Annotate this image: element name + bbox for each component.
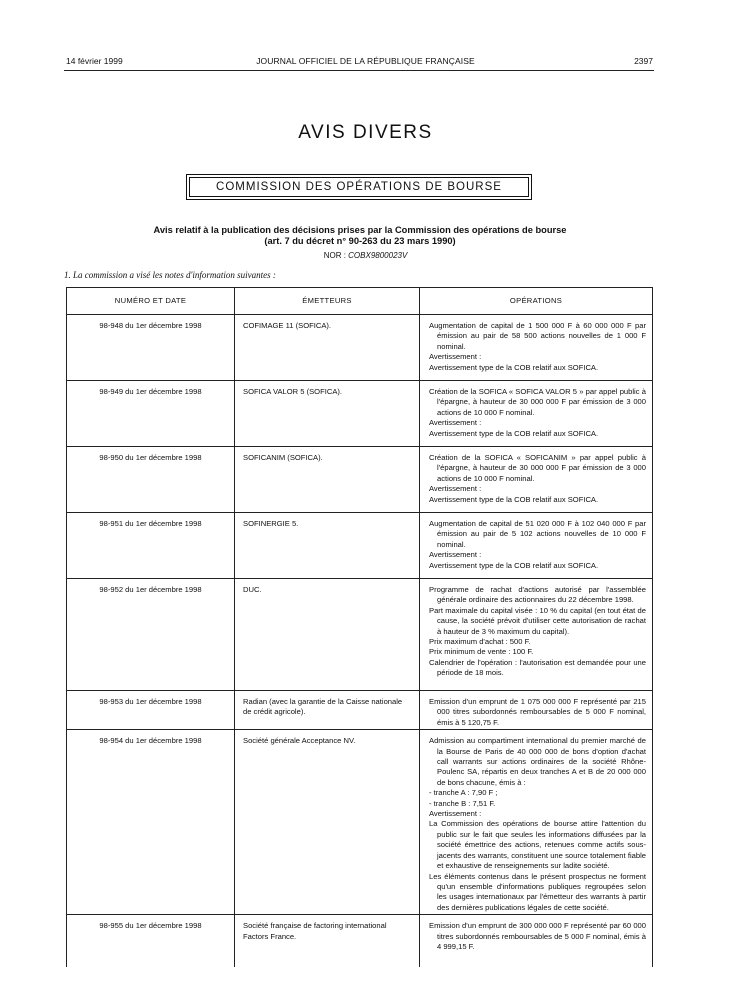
cell-issuer: Radian (avec la garantie de la Caisse nationale de crédit agricole). xyxy=(235,691,420,730)
header-journal-title: JOURNAL OFFICIEL DE LA RÉPUBLIQUE FRANÇAISE xyxy=(256,56,475,66)
cell-issuer: SOFICA VALOR 5 (SOFICA). xyxy=(235,381,420,447)
cell-operations xyxy=(420,513,653,579)
commission-title: COMMISSION DES OPÉRATIONS DE BOURSE xyxy=(216,181,502,193)
operation-line: Création de la SOFICA « SOFICANIM » par appel public à l'épargne, à hauteur de 30 000 000 F par émission de 3 000 actions de 10 000 F nominal. xyxy=(429,453,646,483)
cell-operations xyxy=(420,730,653,915)
cell-operations xyxy=(420,915,653,967)
operation-line: Calendrier de l'opération : l'autorisation est demandée pour une période de 18 mois. xyxy=(429,657,646,678)
header-rule xyxy=(64,70,654,71)
cell-operations xyxy=(420,447,653,513)
operation-line: Augmentation de capital de 51 020 000 F à 102 040 000 F par émission au pair de 5 102 actions nouvelles de 10 000 F nominal. xyxy=(429,519,646,549)
nor-code: COBX9800023V xyxy=(348,251,408,260)
table-body xyxy=(67,315,653,967)
cell-number-date: 98-948 du 1er décembre 1998 xyxy=(67,315,235,381)
nor-label: NOR : xyxy=(323,251,346,260)
table-header-row xyxy=(67,288,653,315)
operation-line: Avertissement type de la COB relatif aux SOFICA. xyxy=(429,560,599,570)
table-row xyxy=(67,315,653,381)
cell-number-date: 98-949 du 1er décembre 1998 xyxy=(67,381,235,447)
operation-line: - tranche A : 7,90 F ; xyxy=(429,788,498,798)
cell-number-date: 98-955 du 1er décembre 1998 xyxy=(67,915,235,967)
operation-line: Part maximale du capital visée : 10 % du capital (en tout état de cause, la société prévoit d'utiliser cette autorisation de rachat à hauteur de 3 % maximum du capital). xyxy=(429,605,646,636)
operation-line: Avertissement type de la COB relatif aux SOFICA. xyxy=(429,362,599,372)
operation-line: Augmentation de capital de 1 500 000 F à 60 000 000 F par émission au pair de 58 500 actions nouvelles de 1 000 F nominal. xyxy=(429,321,646,351)
cell-issuer: COFIMAGE 11 (SOFICA). xyxy=(235,315,420,381)
operation-line: - tranche B : 7,51 F. xyxy=(429,798,496,808)
operation-line: Prix maximum d'achat : 500 F. xyxy=(429,637,531,647)
operation-line: Avertissement type de la COB relatif aux SOFICA. xyxy=(429,494,599,504)
intro-text: 1. La commission a visé les notes d'information suivantes : xyxy=(64,270,276,280)
operation-line: Avertissement : xyxy=(429,484,482,494)
operation-line: Avertissement : xyxy=(429,809,482,819)
column-header-issuer: ÉMETTEURS xyxy=(235,288,420,315)
table-row xyxy=(67,447,653,513)
table-row xyxy=(67,381,653,447)
page-header xyxy=(0,56,731,70)
cell-number-date: 98-951 du 1er décembre 1998 xyxy=(67,513,235,579)
cell-number-date: 98-953 du 1er décembre 1998 xyxy=(67,691,235,730)
operation-line: Avertissement : xyxy=(429,352,482,362)
section-title: AVIS DIVERS xyxy=(298,122,433,143)
operation-line: Les éléments contenus dans le présent prospectus ne forment qu'un ensemble d'informations publiques regroupées selon les usages internationaux par l'émetteur des warrants à partir des dernières publications légales de cette société. xyxy=(429,871,646,912)
operations-table xyxy=(66,287,653,967)
operation-line: Admission au compartiment international du premier marché de la Bourse de Paris de 40 000 000 de bons d'option d'achat call warrants sur actions ordinaires de la société Rhône-Poulenc SA, répartis en deux tranches A et B de 20 000 000 de bons chacune, émis à : xyxy=(429,736,646,787)
cell-number-date: 98-954 du 1er décembre 1998 xyxy=(67,730,235,915)
column-header-operations: OPÉRATIONS xyxy=(420,288,653,315)
cell-issuer: Société générale Acceptance NV. xyxy=(235,730,420,915)
operation-line: Programme de rachat d'actions autorisé par l'assemblée générale ordinaire des actionnaires du 22 décembre 1998. xyxy=(429,585,646,605)
header-date: 14 février 1999 xyxy=(66,56,123,66)
nor-reference xyxy=(0,251,731,260)
cell-issuer: DUC. xyxy=(235,579,420,691)
table-row xyxy=(67,691,653,730)
cell-operations xyxy=(420,315,653,381)
table-row xyxy=(67,915,653,967)
column-header-number: NUMÉRO ET DATE xyxy=(67,288,235,315)
table-row xyxy=(67,579,653,691)
operation-line: Prix minimum de vente : 100 F. xyxy=(429,647,534,657)
notice-title-line2: (art. 7 du décret n° 90-263 du 23 mars 1990) xyxy=(264,236,456,246)
operation-line: La Commission des opérations de bourse attire l'attention du public sur le fait que seules les informations diffusées par la société émettrice des actions, retenues comme actifs sous-jacents des warrants, constituent une source totalement fiable et exhaustive de renseignements sur ladite société. xyxy=(429,819,646,871)
cell-operations xyxy=(420,579,653,691)
table-row xyxy=(67,730,653,915)
cell-number-date: 98-950 du 1er décembre 1998 xyxy=(67,447,235,513)
operation-line: Emission d'un emprunt de 300 000 000 F représenté par 60 000 titres subordonnés remboursables de 5 000 F nominal, émis à 4 999,15 F. xyxy=(429,921,646,951)
cell-operations xyxy=(420,381,653,447)
operation-line: Création de la SOFICA « SOFICA VALOR 5 » par appel public à l'épargne, à hauteur de 30 000 000 F par émission de 3 000 actions de 10 000 F nominal. xyxy=(429,387,646,417)
cell-issuer: SOFICANIM (SOFICA). xyxy=(235,447,420,513)
cell-operations xyxy=(420,691,653,730)
cell-issuer: SOFINERGIE 5. xyxy=(235,513,420,579)
cell-issuer: Société française de factoring international Factors France. xyxy=(235,915,420,967)
operation-line: Avertissement : xyxy=(429,550,482,560)
operation-line: Avertissement type de la COB relatif aux SOFICA. xyxy=(429,428,599,438)
header-page-number: 2397 xyxy=(634,56,653,66)
cell-number-date: 98-952 du 1er décembre 1998 xyxy=(67,579,235,691)
operation-line: Avertissement : xyxy=(429,418,482,428)
operation-line: Emission d'un emprunt de 1 075 000 000 F représenté par 215 000 titres subordonnés remboursables de 5 000 F nominal, émis à 5 120,75 F. xyxy=(429,697,646,727)
table-row xyxy=(67,513,653,579)
commission-box xyxy=(186,174,532,200)
notice-title-line1: Avis relatif à la publication des décisions prises par la Commission des opérations de bourse xyxy=(153,225,567,235)
notice-title xyxy=(110,225,610,247)
